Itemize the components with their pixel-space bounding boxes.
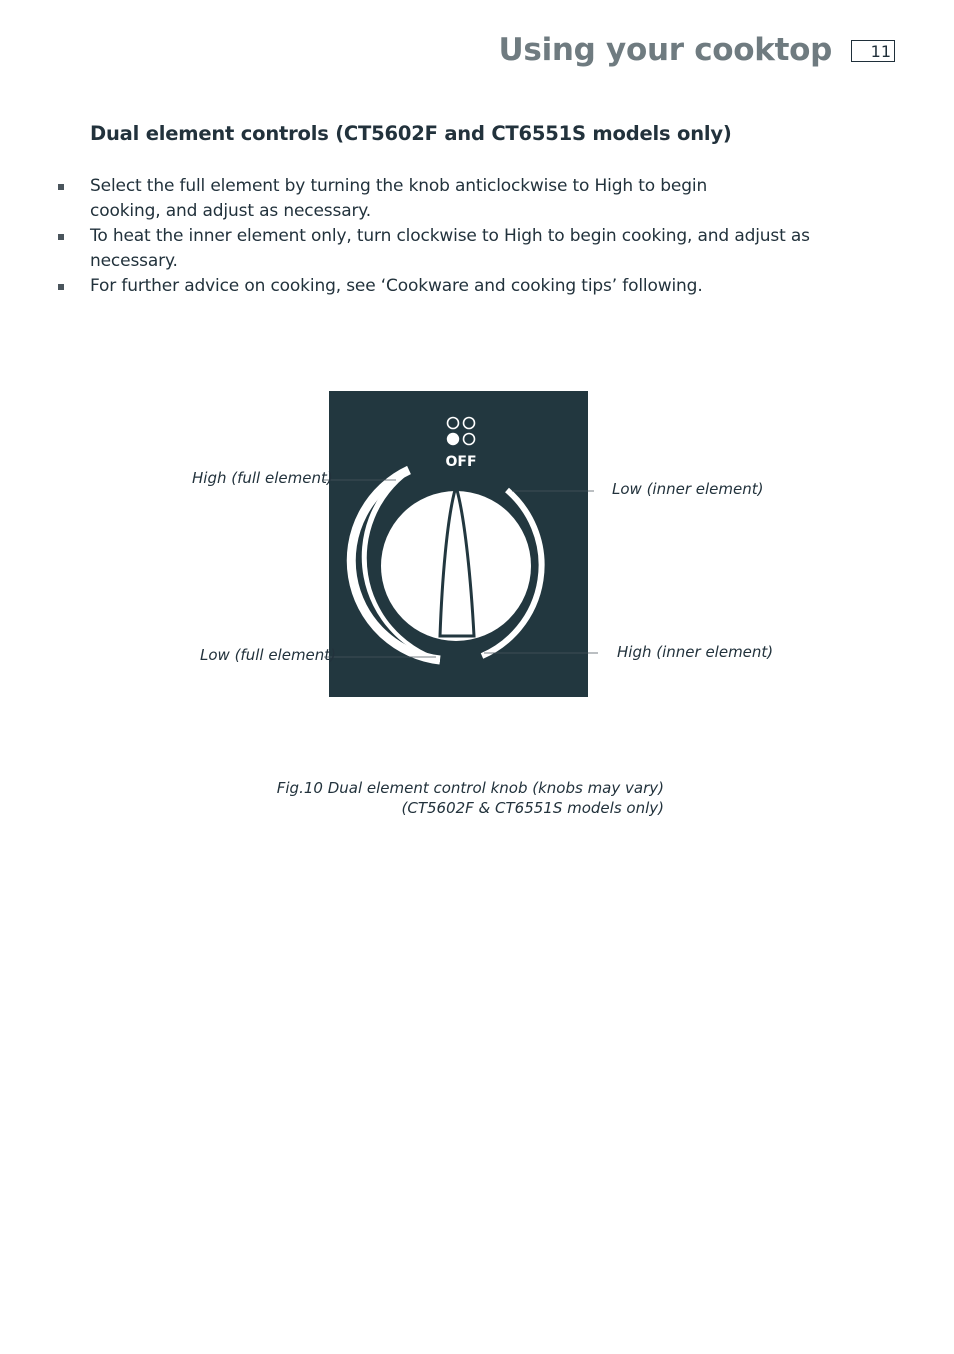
off-label: OFF xyxy=(445,454,477,470)
knob-figure xyxy=(0,380,954,710)
caption-line: Fig.10 Dual element control knob (knobs may vary) xyxy=(276,779,664,797)
instruction-list xyxy=(0,174,954,299)
callout-low-full-element: Low (full element) xyxy=(200,646,337,664)
square-bullet-icon xyxy=(58,284,64,290)
caption-line: (CT5602F & CT6551S models only) xyxy=(401,799,664,817)
list-item-text: For further advice on cooking, see ‘Cookware and cooking tips’ following. xyxy=(90,276,703,296)
square-bullet-icon xyxy=(58,184,64,190)
list-item xyxy=(0,274,850,299)
knob-diagram xyxy=(0,380,954,710)
callout-high-inner-element: High (inner element) xyxy=(617,643,774,661)
list-item-text: cooking, and adjust as necessary. xyxy=(90,201,372,221)
list-item-text: Select the full element by turning the knob anticlockwise to High to begin xyxy=(90,176,708,196)
page-title: Using your cooktop xyxy=(498,32,832,68)
list-item xyxy=(0,224,850,274)
list-item-text: To heat the inner element only, turn clockwise to High to begin cooking, and adjust as xyxy=(90,226,810,246)
callout-high-full-element: High (full element) xyxy=(192,469,333,487)
page-number: 11 xyxy=(851,40,895,62)
figure-caption xyxy=(277,778,664,818)
square-bullet-icon xyxy=(58,234,64,240)
list-item-text: necessary. xyxy=(90,251,178,271)
callout-low-inner-element: Low (inner element) xyxy=(612,480,764,498)
section-heading: Dual element controls (CT5602F and CT6551S models only) xyxy=(90,122,732,145)
list-item xyxy=(0,174,850,224)
